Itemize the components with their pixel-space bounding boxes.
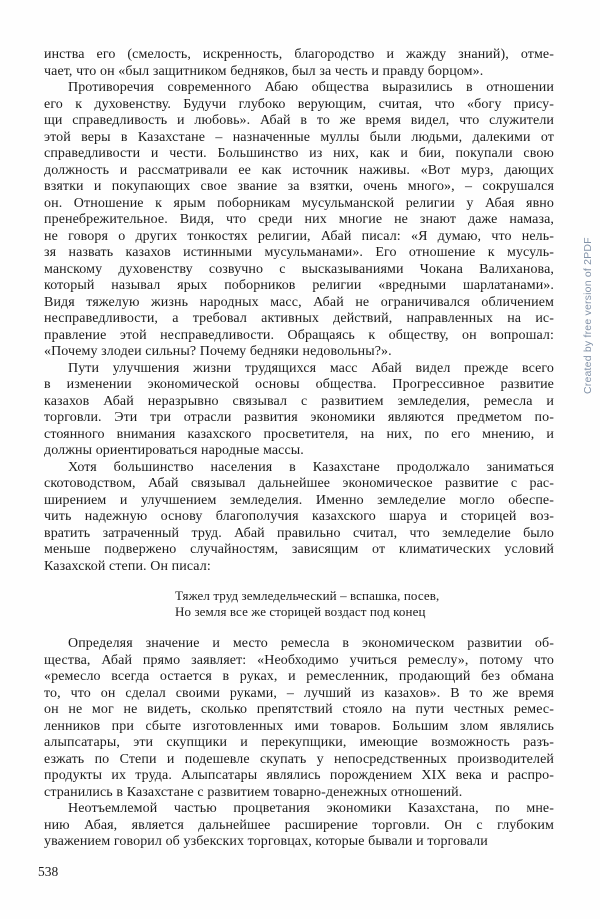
- text-line: пренебрежительное. Видя, что среди них многие не знают даже намаза,: [44, 212, 554, 227]
- text-line: в изменении экономической основы общества. Прогрессивное развитие: [44, 377, 554, 392]
- text-line: Хотя большинство населения в Казахстане продолжало заниматься: [68, 459, 554, 475]
- text-line: меньше подвержено случайностям, зависящим от климатических условий: [44, 542, 554, 557]
- text-line: инства его (смелость, искренность, благородство и жажду знаний), отме-: [44, 47, 554, 62]
- text-line: Неотъемлемой частью процветания экономики Казахстана, по мне-: [68, 801, 554, 816]
- text-line: несправедливости, а требовал активных действий, направленных на ис-: [44, 311, 554, 326]
- paragraph: [44, 636, 554, 801]
- text-line: чает, что он «был защитником бедняков, был за честь и правду борцом».: [44, 63, 484, 79]
- text-line: алыпсатары, эти скупщики и перекупщики, имеющие возможность разъ-: [44, 735, 554, 750]
- page-text: [44, 47, 554, 851]
- text-line: казахов Абай неразрывно связывал с развитием земледелия, ремесла и: [44, 393, 554, 409]
- watermark: [580, 214, 596, 394]
- text-line: «Почему злодеи сильны? Почему бедняки недовольны?».: [44, 344, 392, 359]
- text-line: вратить затраченный труд. Абай правильно считал, что земледелие было: [44, 525, 554, 541]
- text-line: Видя тяжелую жизнь народных масс, Абай не ограничивался обличением: [44, 294, 554, 310]
- text-line: Но земля все же сторицей воздаст под конец: [175, 603, 426, 619]
- text-line: ленников при сбыте изготовленных ими товаров. Большим злом являлись: [44, 718, 554, 734]
- text-line: который называл ярых поборников религии «вредными шарлатанами».: [44, 278, 554, 293]
- text-line: правление этой несправедливости. Обращаясь к обществу, он вопрошал:: [44, 327, 554, 343]
- text-line: не говоря о других тонкостях религии, Абай писал: «Я думаю, что нель-: [44, 228, 554, 244]
- text-line: странились в Казахстане с развитием товарно-денежных отношений.: [44, 784, 463, 800]
- paragraph: [44, 460, 554, 576]
- text-line: Определяя значение и место ремесла в экономическом развитии об-: [68, 636, 554, 651]
- text-line: он. Отношение к ярым поборникам мусульманской религии у Абая явно: [44, 195, 554, 211]
- text-line: нию Абая, является дальнейшее расширение торговли. Он с глубоким: [44, 817, 554, 833]
- verse-block: [175, 588, 554, 619]
- text-line: Противоречия современного Абаю общества выразились в отношении: [68, 80, 554, 95]
- text-line: он не мог не видеть, сколько препятствий стояло на пути честных ремес-: [44, 702, 554, 717]
- text-line: щества, Абай прямо заявляет: «Необходимо учиться ремеслу», потому что: [44, 652, 554, 668]
- paragraph: [44, 80, 554, 361]
- text-line: справедливости и чести. Большинство из них, как и бии, покупали свою: [44, 146, 554, 161]
- text-line: то, что он сделал своими руками, – лучший из казахов». В то же время: [44, 685, 554, 701]
- text-line: уважением говорил об узбекских торговцах, которые бывали и торговали: [44, 834, 488, 849]
- text-line: должность и рассматривали ее как источник наживы. «Вот мурз, дающих: [44, 162, 554, 178]
- text-line: «ремесло всегда остается в руках, и ремесленник, продающий без обмана: [44, 669, 554, 684]
- watermark-text: Created by free version of 2PDF: [582, 237, 594, 394]
- text-line: Казахской степи. Он писал:: [44, 558, 211, 574]
- text-line: зя назвать казахов истинными мусульманами». Его отношение к мусуль-: [44, 245, 554, 260]
- text-line: манскому духовенству созвучно с высказываниями Чокана Валиханова,: [44, 261, 554, 277]
- text-line: должны ориентироваться народные массы.: [44, 443, 304, 458]
- text-line: езжать по Степи и подешевле скупать у непосредственных производителей: [44, 751, 554, 767]
- text-line: стоянного внимания казахского просветителя, на них, по его мнению, и: [44, 426, 554, 442]
- text-line: чить надежную основу благополучия казахского шаруа и сторицей воз-: [44, 509, 554, 524]
- text-line: ширением и улучшением земледелия. Именно земледелие могло обеспе-: [44, 492, 554, 508]
- page-number: 538: [38, 864, 59, 879]
- text-line: этой веры в Казахстане – назначенные муллы были людьми, далекими от: [44, 129, 554, 145]
- text-line: его к духовенству. Будучи глубоко верующим, считая, что «богу прису-: [44, 96, 554, 112]
- text-line: скотоводством, Абай связывал дальнейшее экономическое развитие с рас-: [44, 476, 554, 491]
- text-line: продукты их труда. Алыпсатары являлись порождением XIX века и распро-: [44, 768, 554, 783]
- text-line: Пути улучшения жизни трудящихся масс Абай видел прежде всего: [68, 360, 554, 376]
- paragraph: [44, 361, 554, 460]
- paragraph: [44, 47, 554, 80]
- text-line: Тяжел труд земледельческий – вспашка, посев,: [175, 588, 440, 603]
- paragraph: [44, 801, 554, 851]
- text-line: взятки и покупающих свое звание за взятки, очень много», – сокрушался: [44, 179, 554, 194]
- text-line: щи справедливость и любовь». Абай в то же время видел, что служители: [44, 113, 554, 128]
- text-line: торговли. Эти три отрасли развития экономики являются предметом по-: [44, 410, 554, 425]
